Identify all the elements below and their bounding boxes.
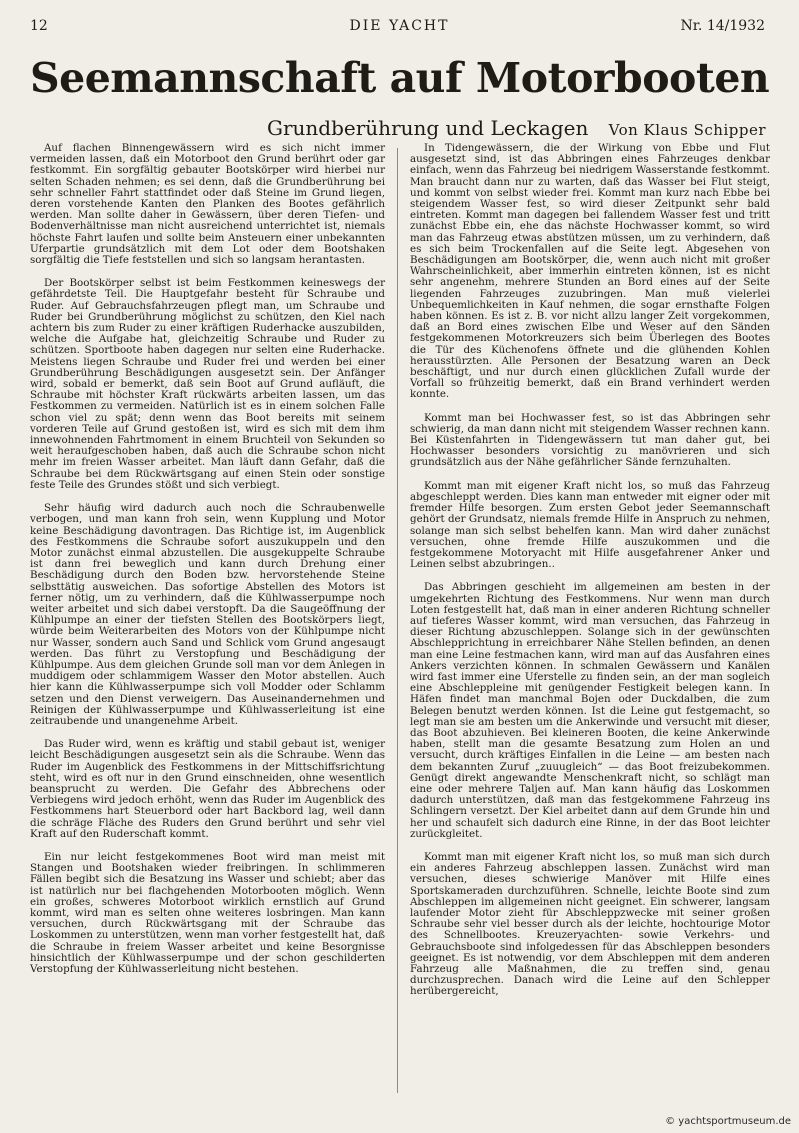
paragraph: Kommt man mit eigener Kraft nicht los, so muß man sich durch ein anderes Fahrzeug abschleppen lassen. Zunächst wird man versuchen, dieses schwierige Manöver mit Hilfe eines Sportskameraden durchzuführen. Schnelle, leichte Boote sind zum Abschleppen im allgemeinen nicht geeignet. Ein schwerer, langsam laufender Motor zieht für Abschleppzwecke mit seiner großen Schraube sehr viel besser durch als der leichte, hochtourige Motor des Schnellbootes. Kreuzeryachten- sowie Verkehrs- und Gebrauchsboote sind infolgedessen für das Abschleppen besonders geeignet. Es ist notwendig, vor dem Abschleppen mit dem anderen Fahrzeug alle Maßnahmen, die zu treffen sind, genau durchzusprechen. Danach wird die Leine auf den Schlepper herübergereicht, bbox=[410, 850, 770, 998]
paragraph: In Tidengewässern, die der Wirkung von Ebbe und Flut ausgesetzt sind, ist das Abbringen eines Fahrzeuges denkbar einfach, wenn das Fahrzeug bei niedrigem Wasserstande festkommt. Man braucht dann nur zu warten, daß das Wasser bei Flut steigt, und kommt von selbst wieder frei. Kommt man kurz nach Ebbe bei steigendem Wasser fest, so wird dieser Zeitpunkt sehr bald eintreten. Kommt man dagegen bei fallendem Wasser fest und tritt zunächst Ebbe ein, ehe das nächste Hochwasser kommt, so wird man das Fahrzeug etwas abstützen müssen, um zu verhindern, daß es sich beim Trockenfallen auf die Seite legt. Abgesehen von Beschädigungen am Bootskörper, die, wenn auch nicht mit großer Wahrscheinlichkeit, aber immerhin eintreten können, ist es nicht sehr angenehm, mehrere Stunden an Bord eines auf der Seite liegenden Fahrzeuges zuzubringen. Man muß vielerlei Unbequemlichkeiten in Kauf nehmen, die sogar ernsthafte Folgen haben können. Es ist z. B. vor nicht allzu langer Zeit vorgekommen, daß an Bord eines zwischen Elbe und Weser auf den Sänden festgekommenen Motorkreuzers sich beim Überlegen des Bootes die Tür des Küchenofens öffnete und die glühenden Kohlen herausstürzten. Alle Personen der Besatzung waren an Deck beschäftigt, und nur durch einen glücklichen Zufall wurde der Vorfall so frühzeitig bemerkt, daß ein Brand verhindert werden konnte. bbox=[410, 142, 770, 401]
article-author: Von Klaus Schipper bbox=[608, 121, 766, 139]
column-divider bbox=[397, 148, 398, 1093]
paragraph: Ein nur leicht festgekommenes Boot wird man meist mit Stangen und Bootshaken wieder freibringen. In schlimmeren Fällen begibt sich die Besatzung ins Wasser und schiebt; aber das ist natürlich nur bei flachgehenden Motorbooten möglich. Wenn ein großes, schweres Motorboot wirklich ernstlich auf Grund kommt, wird man es selten ohne weiteres losbringen. Man kann versuchen, durch Rückwärtsgang mit der Schraube das Loskommen zu unterstützen, wenn man vorher festgestellt hat, daß die Schraube in freiem Wasser arbeitet und keine Besorgnisse hinsichtlich der Kühlwasserpumpe und der schon geschilderten Verstopfung der Kühlwasserleitung nicht bestehen. bbox=[30, 850, 385, 976]
page-number: 12 bbox=[30, 18, 48, 34]
article-title: Seemannschaft auf Motorbooten bbox=[30, 54, 770, 102]
article-subtitle: Grundberührung und Leckagen bbox=[267, 116, 589, 140]
left-column bbox=[30, 143, 385, 987]
paragraph: Das Abbringen geschieht im allgemeinen am besten in der umgekehrten Richtung des Festkommens. Nur wenn man durch Loten festgestellt hat, daß man in einer anderen Richtung schneller auf tieferes Wasser kommt, wird man versuchen, das Fahrzeug in dieser Richtung abzuschleppen. Solange sich in der gewünschten Abschlepprichtung in erreichbarer Nähe Stellen befinden, an denen man eine Leine festmachen kann, wird man auf das Ausfahren eines Ankers verzichten können. In schmalen Gewässern und Kanälen wird fast immer eine Uferstelle zu finden sein, an der man sogleich eine Abschleppleine mit genügender Festigkeit belegen kann. In Häfen findet man manchmal Bojen oder Duckdalben, die zum Belegen benutzt werden können. Ist die Leine gut festgemacht, so legt man sie am besten um die Ankerwinde und versucht mit dieser, das Boot abzuhieven. Bei kleineren Booten, die keine Ankerwinde haben, stellt man die gesamte Besatzung zum Holen an und versucht, durch kräftiges Einfallen in die Leine — am besten nach dem bekannten Zuruf „zuuugleich“ — das Boot freizubekommen. Genügt direkt angewandte Menschenkraft nicht, so schlägt man eine oder mehrere Taljen auf. Man kann häufig das Loskommen dadurch unterstützen, daß man das festgekommene Fahrzeug ins Schlingern versetzt. Der Kiel arbeitet dann auf dem Grunde hin und her und schaufelt sich dadurch eine Rinne, in der das Boot leichter zurückgleitet. bbox=[410, 581, 770, 840]
paragraph: Das Ruder wird, wenn es kräftig und stabil gebaut ist, weniger leicht Beschädigungen ausgesetzt sein als die Schraube. Wenn das Ruder im Augenblick des Festkommens in der Mittschiffsrichtung steht, wird es oft nur in den Grund einschneiden, ohne wesentlich beansprucht zu werden. Die Gefahr des Abbrechens oder Verbiegens wird jedoch erhöht, wenn das Ruder im Augenblick des Festkommens hart Steuerbord oder hart Backbord lag, weil dann die schräge Fläche des Ruders den Grund berührt und sehr viel Kraft auf den Ruderschaft kommt. bbox=[30, 738, 385, 840]
right-column bbox=[410, 143, 770, 1010]
issue-number: Nr. 14/1932 bbox=[680, 18, 765, 34]
paragraph: Sehr häufig wird dadurch auch noch die Schraubenwelle verbogen, und man kann froh sein, wenn Kupplung und Motor keine Beschädigung davontragen. Das Richtige ist, im Augenblick des Festkommens die Schraube sofort auszukuppeln und den Motor zunächst einmal abzustellen. Die ausgekuppelte Schraube ist dann frei beweglich und kann durch Drehung einer Beschädigung durch den Boden bzw. hervorstehende Steine selbsttätig ausweichen. Das sofortige Abstellen des Motors ist ferner nötig, um zu verhindern, daß die Kühlwasserpumpe noch weiter arbeitet und sich dabei verstopft. Da die Saugeöffnung der Kühlpumpe an einer der tiefsten Stellen des Bootskörpers liegt, würde beim Weiterarbeiten des Motors von der Kühlpumpe nicht nur Wasser, sondern auch Sand und Schlick vom Grund angesaugt werden. Das führt zu Verstopfung und Beschädigung der Kühlpumpe. Aus dem gleichen Grunde soll man vor dem Anlegen in muddigem oder schlammigem Wasser den Motor abstellen. Auch hier kann die Kühlwasserpumpe sich voll Modder oder Schlamm setzen und den Dienst verweigern. Das Auseinandernehmen und Reinigen der Kühlwasserpumpe und Kühlwasserleitung ist eine zeitraubende und unangenehme Arbeit. bbox=[30, 502, 385, 727]
magazine-name: DIE YACHT bbox=[349, 18, 450, 34]
paragraph: Auf flachen Binnengewässern wird es sich nicht immer vermeiden lassen, daß ein Motorboot den Grund berührt oder gar festkommt. Ein sorgfältig gebauter Bootskörper wird hierbei nur selten Schaden nehmen; es sei denn, daß die Grundberührung bei sehr schneller Fahrt stattfindet oder daß Steine im Grund liegen, deren vorstehende Kanten den Planken des Bootes gefährlich werden. Man sollte daher in Gewässern, über deren Tiefen- und Bodenverhältnisse man nicht ausreichend unterrichtet ist, niemals höchste Fahrt laufen und sollte beim Ansteuern einer unbekannten Uferpartie grundsätzlich mit dem Lot oder dem Bootshaken sorgfältig die Tiefe feststellen und sich so langsam herantasten. bbox=[30, 142, 385, 267]
paragraph: Der Bootskörper selbst ist beim Festkommen keineswegs der gefährdetste Teil. Die Hauptgefahr besteht für Schraube und Ruder. Auf Gebrauchsfahrzeugen pflegt man, um Schraube und Ruder bei Grundberührung möglichst zu schützen, den Kiel nach achtern bis zum Ruder zu einer kräftigen Ruderhacke auszubilden, welche die Aufgabe hat, gleichzeitig Schraube und Ruder zu schützen. Sportboote haben dagegen nur selten eine Ruderhacke. Meistens liegen Schraube und Ruder frei und werden bei einer Grundberührung Beschädigungen ausgesetzt sein. Der Anfänger wird, sobald er bemerkt, daß sein Boot auf Grund aufläuft, die Schraube mit höchster Kraft rückwärts arbeiten lassen, um das Festkommen zu vermeiden. Natürlich ist es in einem solchen Falle schon viel zu spät; denn wenn das Boot bereits mit seinem vorderen Teile auf Grund gestoßen ist, wird es sich mit dem ihm innewohnenden Fahrtmoment in einem Bruchteil von Sekunden so weit heraufgeschoben haben, daß auch die Schraube schon nicht mehr im freien Wasser arbeitet. Man läuft dann Gefahr, daß die Schraube bei dem Rückwärtsgang auf einen Stein oder sonstige feste Teile des Grundes stößt und sich verbiegt. bbox=[30, 277, 385, 491]
watermark: © yachtsportmuseum.de bbox=[665, 1116, 791, 1127]
paragraph: Kommt man mit eigener Kraft nicht los, so muß das Fahrzeug abgeschleppt werden. Dies kann man entweder mit eigner oder mit fremder Hilfe besorgen. Zum ersten Gebot jeder Seemannschaft gehört der Grundsatz, niemals fremde Hilfe in Anspruch zu nehmen, solange man sich selbst behelfen kann. Man wird daher zunächst versuchen, ohne fremde Hilfe auszukommen und die festgekommene Motoryacht mit Hilfe ausgefahrener Anker und Leinen selbst abzubringen.. bbox=[410, 479, 770, 571]
paragraph: Kommt man bei Hochwasser fest, so ist das Abbringen sehr schwierig, da man dann nicht mit steigendem Wasser rechnen kann. Bei Küstenfahrten in Tidengewässern tut man daher gut, bei Hochwasser besonders vorsichtig zu manövrieren und sich grundsätzlich aus der Nähe gefährlicher Sände fernzuhalten. bbox=[410, 411, 770, 469]
